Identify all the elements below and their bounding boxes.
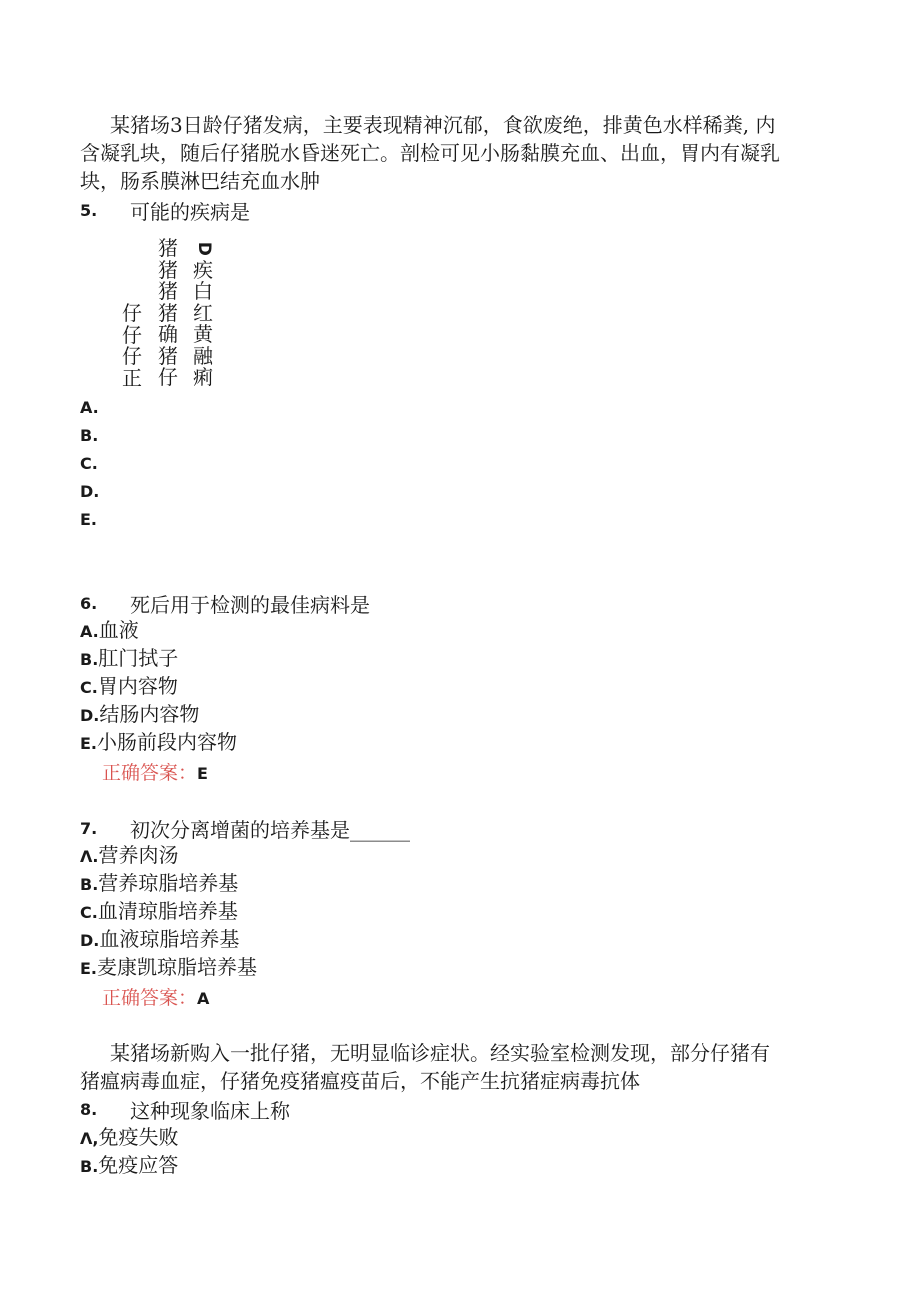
- garbled-char: D: [193, 241, 214, 256]
- garbled-column-2: [157, 238, 179, 389]
- option-letter: C.: [80, 678, 98, 697]
- option-text: 免疫失败: [98, 1125, 179, 1149]
- garbled-char: 正: [122, 365, 142, 390]
- garbled-char: 猪: [158, 236, 178, 260]
- question-7-option-e[interactable]: [80, 953, 257, 983]
- question-6-option-d[interactable]: [80, 700, 199, 730]
- option-letter: Λ.: [80, 847, 99, 866]
- answer-label: 正确答案：: [102, 762, 198, 784]
- question-6-option-b[interactable]: [80, 644, 178, 674]
- option-letter: B.: [80, 1157, 99, 1176]
- garbled-column-1: [121, 303, 143, 389]
- question-8-text: 这种现象临床上称: [130, 1099, 290, 1123]
- option-letter: E.: [80, 734, 98, 753]
- question-6-option-e[interactable]: [80, 728, 237, 758]
- option-text: 胃内容物: [97, 674, 178, 698]
- option-letter: A.: [80, 398, 99, 417]
- question-7-text: 初次分离增菌的培养基是______: [130, 818, 410, 842]
- option-text: 血液: [98, 618, 139, 642]
- option-letter: A.: [80, 622, 99, 641]
- option-text: 肛门拭子: [98, 646, 179, 670]
- question-7-option-c[interactable]: [80, 897, 238, 927]
- question-7-number: 7.: [80, 819, 98, 838]
- option-text: 小肠前段内容物: [97, 730, 238, 754]
- question-6-option-c[interactable]: [80, 672, 178, 702]
- garbled-char: 猪: [158, 257, 178, 282]
- answer-value: E: [197, 764, 208, 783]
- option-text: 营养琼脂培养基: [98, 871, 239, 895]
- question-5-option-c[interactable]: [80, 448, 98, 478]
- case-paragraph-2-line-1: 某猪场新购入一批仔猪，无明显临诊症状。经实验室检测发现，部分仔猪有: [110, 1041, 770, 1065]
- option-letter: B.: [80, 650, 99, 669]
- question-7-option-d[interactable]: [80, 925, 239, 955]
- option-text: 麦康凯琼脂培养基: [97, 955, 258, 979]
- question-7-option-a[interactable]: [80, 841, 178, 871]
- option-letter: E.: [80, 510, 98, 529]
- option-letter: E.: [80, 959, 98, 978]
- answer-label: 正确答案：: [102, 987, 198, 1009]
- question-5-option-a[interactable]: [80, 392, 99, 422]
- question-5-text: 可能的疾病是: [130, 200, 250, 224]
- option-letter: D.: [80, 706, 100, 725]
- option-text: 血液琼脂培养基: [99, 927, 240, 951]
- option-letter: B.: [80, 875, 99, 894]
- question-5-option-b[interactable]: [80, 420, 98, 450]
- case-paragraph-1-line-2: 含凝乳块，随后仔猪脱水昏迷死亡。剖检可见小肠黏膜充血、出血，胃内有凝乳: [80, 141, 780, 165]
- question-5-number: 5.: [80, 201, 98, 220]
- question-6-number: 6.: [80, 594, 98, 613]
- option-letter: C.: [80, 454, 98, 473]
- garbled-char: 黄: [193, 322, 213, 346]
- garbled-char: 仔: [158, 365, 178, 389]
- garbled-char: 疾: [193, 257, 213, 282]
- garbled-char: 痢: [193, 365, 213, 389]
- answer-value: A: [197, 989, 210, 1008]
- garbled-char: 红: [193, 300, 213, 325]
- option-text: 营养肉汤: [98, 843, 179, 867]
- case-paragraph-1-line-3: 块，肠系膜淋巴结充血水肿: [80, 169, 320, 193]
- garbled-char: 猪: [158, 343, 178, 368]
- case-paragraph-1-line-1: 某猪场3日龄仔猪发病，主要表现精神沉郁，食欲废绝，排黄色水样稀粪, 内: [110, 113, 776, 137]
- option-letter: D.: [80, 931, 100, 950]
- case-paragraph-2-line-2: 猪瘟病毒血症，仔猪免疫猪瘟疫苗后，不能产生抗猪症病毒抗体: [80, 1069, 640, 1093]
- garbled-char: 确: [158, 322, 178, 346]
- question-7-option-b[interactable]: [80, 869, 238, 899]
- garbled-char: 白: [193, 279, 213, 303]
- garbled-char: 猪: [158, 300, 178, 325]
- garbled-char: 融: [193, 343, 213, 368]
- option-letter: Λ,: [80, 1129, 99, 1148]
- garbled-char: 仔: [122, 322, 142, 347]
- question-5-option-d[interactable]: [80, 476, 99, 506]
- garbled-char: 仔: [122, 301, 142, 325]
- option-text: 免疫应答: [98, 1153, 179, 1177]
- question-8-option-b[interactable]: [80, 1151, 178, 1181]
- question-8-option-a[interactable]: [80, 1123, 178, 1153]
- garbled-char: 猪: [158, 279, 178, 303]
- question-5-option-e[interactable]: [80, 504, 97, 534]
- garbled-column-3: [192, 238, 214, 389]
- option-letter: C.: [80, 903, 98, 922]
- question-8-number: 8.: [80, 1100, 98, 1119]
- question-6-answer: [102, 758, 208, 785]
- garbled-char: 仔: [122, 344, 142, 368]
- question-7-answer: [102, 983, 209, 1010]
- option-letter: B.: [80, 426, 99, 445]
- question-6-option-a[interactable]: [80, 616, 139, 646]
- option-letter: D.: [80, 482, 100, 501]
- option-text: 血清琼脂培养基: [97, 899, 238, 923]
- option-text: 结肠内容物: [99, 702, 200, 726]
- question-6-text: 死后用于检测的最佳病料是: [130, 593, 370, 617]
